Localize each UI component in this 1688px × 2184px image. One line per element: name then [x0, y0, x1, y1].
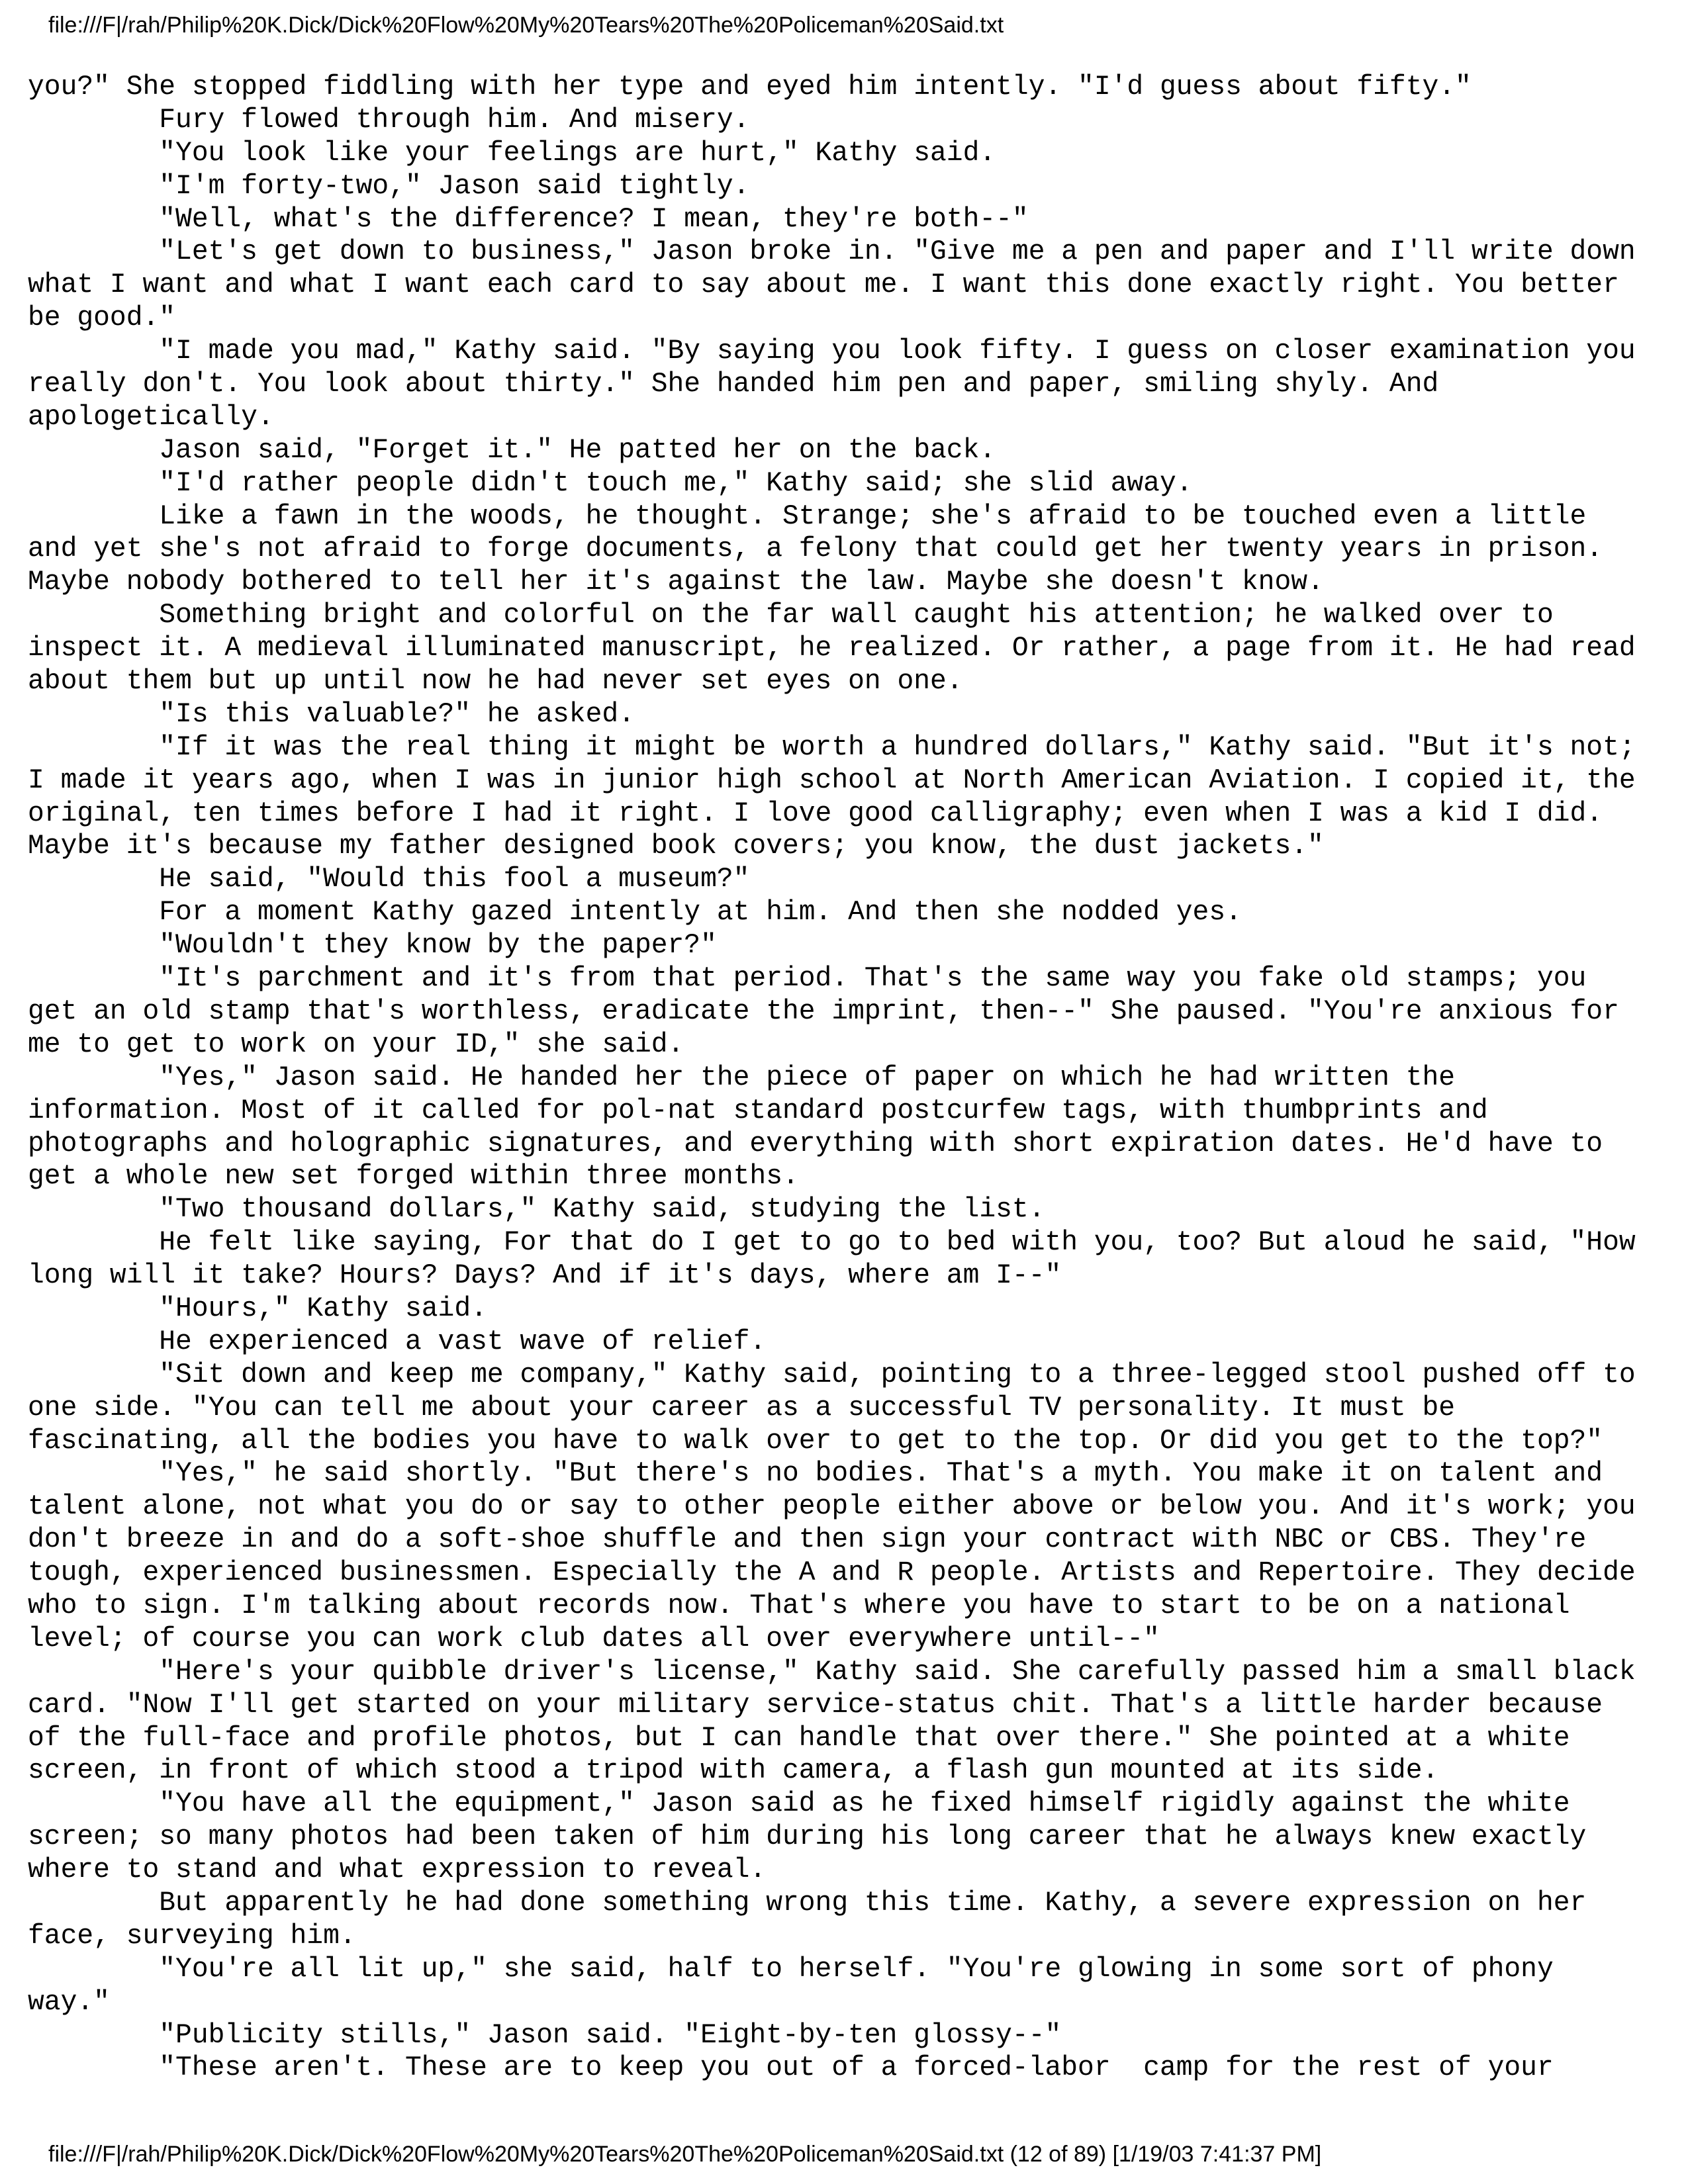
text-line: "Is this valuable?" he asked.	[28, 699, 635, 730]
text-line: way."	[28, 1987, 110, 2018]
text-line: But apparently he had done something wrong this time. Kathy, a severe expression on her	[28, 1888, 1587, 1919]
text-line: information. Most of it called for pol-nat standard postcurfew tags, with thumbprints and	[28, 1095, 1488, 1126]
text-line: "I'm forty-two," Jason said tightly.	[28, 171, 750, 202]
text-line: about them but up until now he had never set eyes on one.	[28, 666, 963, 698]
text-line: "Hours," Kathy said.	[28, 1293, 487, 1324]
text-line: He said, "Would this fool a museum?"	[28, 864, 750, 895]
text-line: "Here's your quibble driver's license," Kathy said. She carefully passed him a small black	[28, 1657, 1636, 1688]
text-line: Maybe nobody bothered to tell her it's against the law. Maybe she doesn't know.	[28, 567, 1324, 598]
text-line: "If it was the real thing it might be worth a hundred dollars," Kathy said. "But it's not;	[28, 732, 1636, 763]
footer-status: file:///F|/rah/Philip%20K.Dick/Dick%20Flow%20My%20Tears%20The%20Policeman%20Said.txt (12 of 89) [1/19/03 7:41:37 PM]	[48, 2142, 1322, 2167]
text-line: photographs and holographic signatures, and everything with short expiration dates. He'd have to	[28, 1128, 1603, 1160]
text-line: "Two thousand dollars," Kathy said, studying the list.	[28, 1195, 1045, 1226]
text-line: apologetically.	[28, 402, 274, 433]
text-line: Maybe it's because my father designed book covers; you know, the dust jackets."	[28, 831, 1324, 862]
text-line: get a whole new set forged within three months.	[28, 1161, 799, 1193]
text-line: long will it take? Hours? Days? And if it's days, where am I--"	[28, 1261, 1062, 1292]
text-line: Something bright and colorful on the far wall caught his attention; he walked over to	[28, 600, 1554, 631]
text-line: card. "Now I'll get started on your military service-status chit. That's a little harder because	[28, 1690, 1603, 1721]
text-line: screen; so many photos had been taken of him during his long career that he always knew exactly	[28, 1822, 1587, 1853]
text-line: "Publicity stills," Jason said. "Eight-by-ten glossy--"	[28, 2020, 1062, 2051]
text-line: don't breeze in and do a soft-shoe shuffle and then sign your contract with NBC or CBS. They're	[28, 1525, 1587, 1556]
text-line: get an old stamp that's worthless, eradicate the imprint, then--" She paused. "You're anxious for	[28, 996, 1619, 1027]
text-line: level; of course you can work club dates all over everywhere until--"	[28, 1623, 1160, 1655]
text-line: Like a fawn in the woods, he thought. Strange; she's afraid to be touched even a little	[28, 501, 1587, 532]
text-line: "It's parchment and it's from that period. That's the same way you fake old stamps; you	[28, 964, 1587, 995]
text-line: "You look like your feelings are hurt," Kathy said.	[28, 138, 996, 169]
document-body	[28, 71, 1669, 2085]
header-file-path: file:///F|/rah/Philip%20K.Dick/Dick%20Flow%20My%20Tears%20The%20Policeman%20Said.txt	[48, 13, 1004, 38]
text-line: "These aren't. These are to keep you out of a forced-labor camp for the rest of your	[28, 2053, 1554, 2084]
text-line: "Let's get down to business," Jason broke in. "Give me a pen and paper and I'll write down	[28, 237, 1636, 268]
text-line: For a moment Kathy gazed intently at him. And then she nodded yes.	[28, 897, 1242, 929]
text-line: "Yes," he said shortly. "But there's no bodies. That's a myth. You make it on talent and	[28, 1459, 1603, 1490]
text-line: be good."	[28, 303, 176, 334]
text-line: talent alone, not what you do or say to other people either above or below you. And it's work; you	[28, 1492, 1636, 1523]
text-line: me to get to work on your ID," she said.	[28, 1029, 684, 1060]
text-line: "I'd rather people didn't touch me," Kathy said; she slid away.	[28, 468, 1193, 499]
text-line: He felt like saying, For that do I get to go to bed with you, too? But aloud he said, "How	[28, 1228, 1636, 1259]
text-line: fascinating, all the bodies you have to walk over to get to the top. Or did you get to the top?"	[28, 1426, 1603, 1457]
text-line: "Well, what's the difference? I mean, they're both--"	[28, 204, 1029, 235]
text-line: "You're all lit up," she said, half to herself. "You're glowing in some sort of phony	[28, 1954, 1554, 1985]
text-line: one side. "You can tell me about your career as a successful TV personality. It must be	[28, 1392, 1456, 1424]
text-line: face, surveying him.	[28, 1921, 356, 1952]
text-line: of the full-face and profile photos, but I can handle that over there." She pointed at a white	[28, 1723, 1570, 1754]
text-line: screen, in front of which stood a tripod with camera, a flash gun mounted at its side.	[28, 1756, 1439, 1787]
text-line: who to sign. I'm talking about records now. That's where you have to start to be on a national	[28, 1590, 1570, 1621]
text-line: "Yes," Jason said. He handed her the piece of paper on which he had written the	[28, 1062, 1456, 1093]
text-line: "Sit down and keep me company," Kathy said, pointing to a three-legged stool pushed off to	[28, 1359, 1636, 1390]
text-line: "Wouldn't they know by the paper?"	[28, 931, 717, 962]
text-line: "You have all the equipment," Jason said as he fixed himself rigidly against the white	[28, 1789, 1570, 1820]
text-line: really don't. You look about thirty." She handed him pen and paper, smiling shyly. And	[28, 369, 1439, 400]
text-line: tough, experienced businessmen. Especially the A and R people. Artists and Repertoire. They decide	[28, 1558, 1636, 1589]
text-line: what I want and what I want each card to say about me. I want this done exactly right. You better	[28, 270, 1619, 301]
text-line: inspect it. A medieval illuminated manuscript, he realized. Or rather, a page from it. He had read	[28, 633, 1636, 664]
text-line: where to stand and what expression to reveal.	[28, 1855, 767, 1886]
text-line: you?" She stopped fiddling with her type and eyed him intently. "I'd guess about fifty."	[28, 72, 1472, 103]
text-line: "I made you mad," Kathy said. "By saying you look fifty. I guess on closer examination you	[28, 336, 1636, 367]
text-line: original, ten times before I had it right. I love good calligraphy; even when I was a kid I did.	[28, 798, 1603, 829]
text-line: I made it years ago, when I was in junior high school at North American Aviation. I copied it, the	[28, 765, 1636, 796]
text-line: and yet she's not afraid to forge documents, a felony that could get her twenty years in prison.	[28, 534, 1603, 565]
text-line: Fury flowed through him. And misery.	[28, 105, 750, 136]
text-line: Jason said, "Forget it." He patted her on the back.	[28, 435, 996, 466]
text-line: He experienced a vast wave of relief.	[28, 1326, 767, 1357]
